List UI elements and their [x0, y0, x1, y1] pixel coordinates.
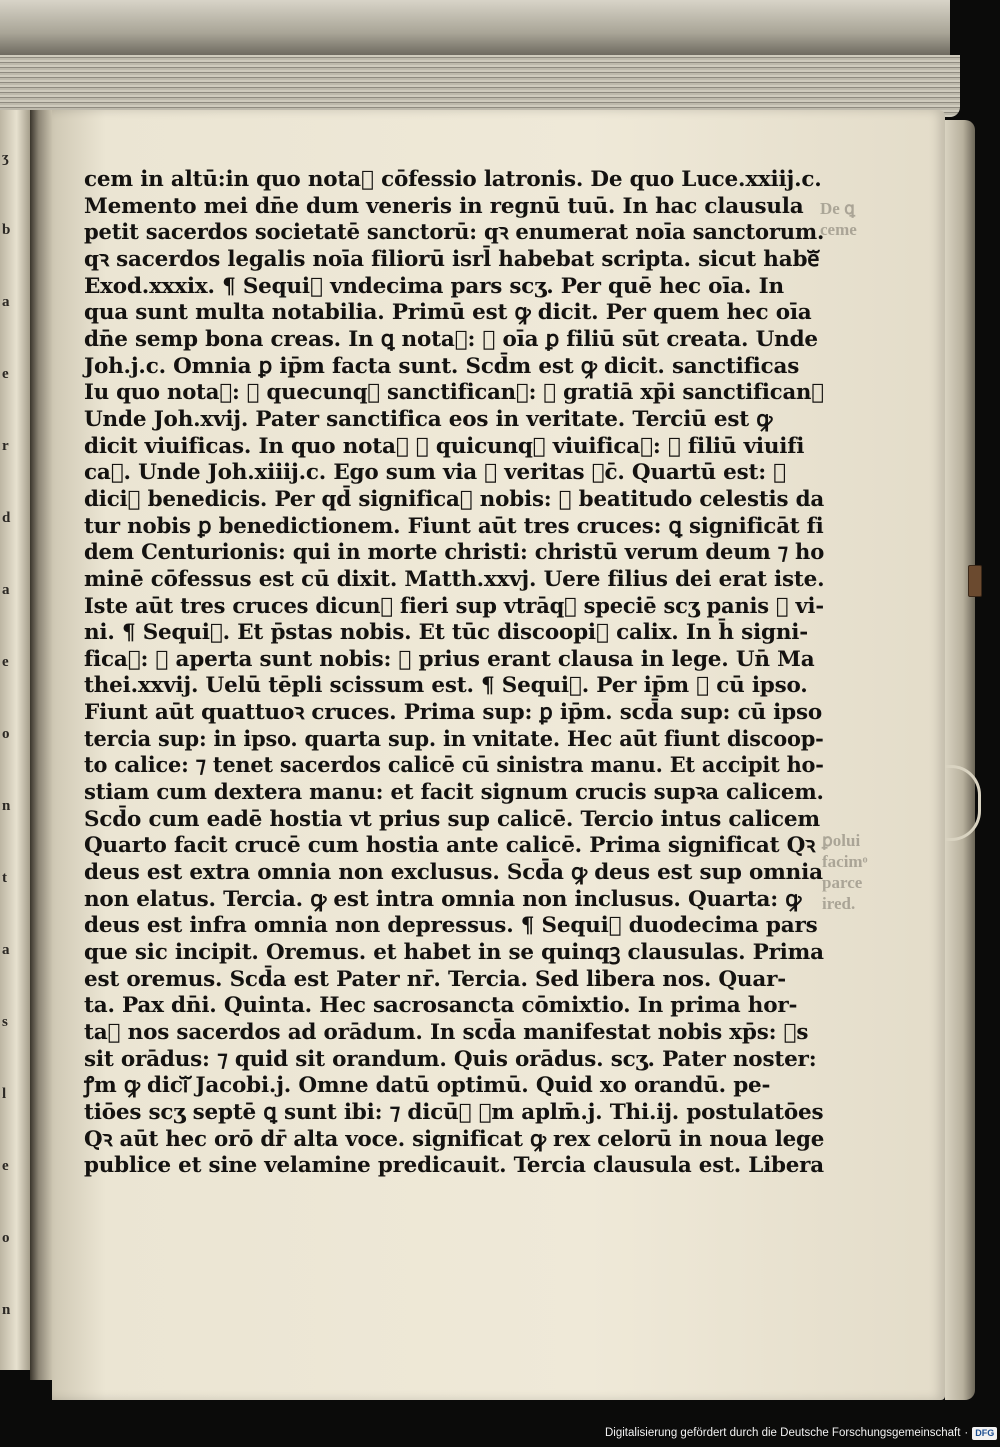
book-clasp: [968, 565, 982, 597]
bleed-fragment: ceme: [820, 220, 857, 239]
facing-page-fragment: b: [2, 222, 11, 238]
facing-page-fragment: a: [2, 294, 10, 310]
text-line: minē cōfessus est cū dixit. Matth.xxvj. Uere filius dei erat iste.: [84, 566, 825, 592]
text-line: Exod.xxxix. ¶ Sequiᷓ vndecima pars scʒ. Per quē hec oīa. In: [84, 273, 784, 299]
text-line: Fiunt aūt quattuoꝛ cruces. Prima sup: ꝑ ip̄m. scd̄a sup: cū ipso: [84, 700, 823, 726]
text-line: est oremus. Scd̄a est Pater nr̄. Tercia. Sed libera nos. Quar-: [84, 966, 786, 992]
bleed-through-text: [820, 198, 940, 240]
text-line: taᷓ nos sacerdos ad orādum. In scd̄a manifestat nobis xp̄s: ꝗs: [84, 1020, 809, 1045]
facing-page-fragment: o: [2, 1230, 10, 1246]
text-line: qua sunt multa notabilia. Primū est ꝙ dicit. Per quem hec oīa: [84, 300, 812, 326]
text-line: dem Centurionis: qui in morte christi: christū verum deum ⁊ ho: [84, 540, 825, 566]
dfg-logo: DFG: [972, 1427, 997, 1440]
text-line: cem in altū:in quo notaᷓ cōfessio latronis. De quo Luce.xxiij.c.: [84, 167, 822, 192]
text-line: ꝭm ꝙ diciᷓ Jacobi.j. Omne datū optimū. Quid xo orandū. pe-: [84, 1073, 771, 1099]
bleed-fragment: ired.: [822, 894, 856, 913]
text-line: ficaᷓ: ꝙ aperta sunt nobis: ꝗ prius erant clausa in lege. Un̄ Ma: [84, 646, 815, 672]
bleed-fragment: ꝑoluiᷓ: [822, 831, 874, 850]
text-line: dn̄e semp bona creas. In ꝗ notaᷓ: ꝙ oīa ꝑ filiū sūt creata. Unde: [84, 326, 818, 352]
text-line: sit orādus: ⁊ quid sit orandum. Quis orādus. scʒ. Pater noster:: [84, 1046, 817, 1072]
facing-page-fragment: n: [2, 798, 11, 814]
text-line: Iu quo notaᷓ: ꝙ quecunqꝫ sanctificanᷓ: ꝑ gratiā xp̄i sanctificanᷓ: [84, 380, 824, 406]
incunable-text-block: [84, 167, 824, 1180]
text-line: non elatus. Tercia. ꝙ est intra omnia non inclusus. Quarta: ꝙ: [84, 886, 802, 912]
text-line: qꝛ sacerdos legalis noīa filiorū isrl̄ habebat scripta. sicut habeᷓ: [84, 246, 820, 272]
facing-page-fragment: e: [2, 654, 9, 670]
text-line: Iste aūt tres cruces dicunᷓ fieri sup vtrāqꝫ speciē scʒ panis ⁊ vi-: [84, 593, 824, 619]
facing-page-fragment: e: [2, 366, 9, 382]
facing-page-fragment: n: [2, 1302, 11, 1318]
text-line: Memento mei dn̄e dum veneris in regnū tuū. In hac clausula: [84, 193, 804, 219]
text-line: ni. ¶ Sequiᷓ. Et p̄stas nobis. Et tūc discoopiᷓ calix. In h̄ signi-: [84, 620, 808, 646]
facing-page-fragment: t: [2, 870, 7, 886]
facing-page-fragment: e: [2, 1158, 9, 1174]
facing-page-fragment: ʒ: [2, 150, 9, 166]
text-line: stiam cum dextera manu: et facit signum crucis supꝛa calicem.: [84, 780, 824, 806]
text-line: to calice: ⁊ tenet sacerdos calicē cū sinistra manu. Et accipit ho-: [84, 753, 824, 779]
facing-page-fragment: r: [2, 438, 9, 454]
bleed-fragment: facimͦ: [822, 852, 868, 871]
text-line: tercia sup: in ipso. quarta sup. in vnitate. Hec aūt fiunt discoop-: [84, 726, 824, 752]
text-line: deus est infra omnia non depressus. ¶ Sequiᷓ duodecima pars: [84, 913, 818, 939]
book-page-edges: [0, 55, 960, 117]
bleed-fragment: De ꝗ: [820, 199, 855, 218]
text-line: Scd̄o cum eadē hostia vt prius sup calicē. Tercio intus calicem: [84, 806, 820, 832]
bleed-through-text-lower: [822, 830, 942, 914]
text-line: caᷓ. Unde Joh.xiiij.c. Ego sum via ⁊ veritas ⁊c̄. Quartū est: ꝙ: [84, 460, 787, 486]
text-line: dicit viuificas. In quo notaᷓ ꝙ quicunqꝫ viuificaᷓ: ꝑ filiū viuifi: [84, 433, 805, 459]
text-line: diciᷓ benedicis. Per qd̄ significaᷓ nobis: ꝙ beatitudo celestis da: [84, 486, 825, 512]
facing-page-fragment: a: [2, 942, 10, 958]
facing-page-fragment: a: [2, 582, 10, 598]
book-top-edge: [0, 0, 950, 57]
text-line: Qꝛ aūt hec orō dr̄ alta voce. significat ꝙ rex celorū in noua lege: [84, 1126, 825, 1152]
facing-page-fragment: l: [2, 1086, 7, 1102]
footer-separator: ·: [964, 1427, 969, 1439]
facing-page-fragment: d: [2, 510, 11, 526]
text-line: Unde Joh.xvij. Pater sanctifica eos in veritate. Terciū est ꝙ: [84, 406, 773, 432]
bleed-fragment: parce: [822, 873, 863, 892]
book-gutter: [30, 110, 52, 1380]
text-line: tiōes scʒ septē ꝗ sunt ibi: ⁊ dicūᷓ ꝭm aplm̄.j. Thi.ij. postulatōes: [84, 1099, 824, 1125]
fore-edge-strip: [945, 120, 975, 1400]
text-line: publice et sine velamine predicauit. Tercia clausula est. Libera: [84, 1153, 824, 1179]
text-line: petit sacerdos societatē sanctorū: qꝛ enumerat noīa sanctorum.: [84, 220, 825, 246]
text-line: tur nobis ꝑ benedictionem. Fiunt aūt tres cruces: ꝗ significāt fi: [84, 513, 824, 539]
text-line: thei.xxvij. Uelū tēpli scissum est. ¶ Sequiᷓ. Per ip̄m ⁊ cū ipso.: [84, 673, 808, 699]
text-line: ta. Pax dn̄i. Quinta. Hec sacrosancta cōmixtio. In prima hor-: [84, 993, 798, 1019]
digitization-footer: [605, 1424, 995, 1442]
text-line: deus est extra omnia non exclusus. Scd̄a ꝙ deus est sup omnia: [84, 860, 823, 886]
footer-credit: Digitalisierung gefördert durch die Deutsche Forschungsgemeinschaft: [605, 1427, 961, 1439]
facing-page-edge: [0, 110, 30, 1370]
text-line: Joh.j.c. Omnia ꝑ ip̄m facta sunt. Scd̄m est ꝙ dicit. sanctificas: [84, 353, 800, 379]
text-line: Quarto facit crucē cum hostia ante calicē. Prima significat Qꝛ: [84, 833, 816, 859]
text-line: que sic incipit. Oremus. et habet in se quinqꝫ clausulas. Prima: [84, 940, 824, 966]
facing-page-fragment: s: [2, 1014, 8, 1030]
facing-page-fragment: o: [2, 726, 10, 742]
